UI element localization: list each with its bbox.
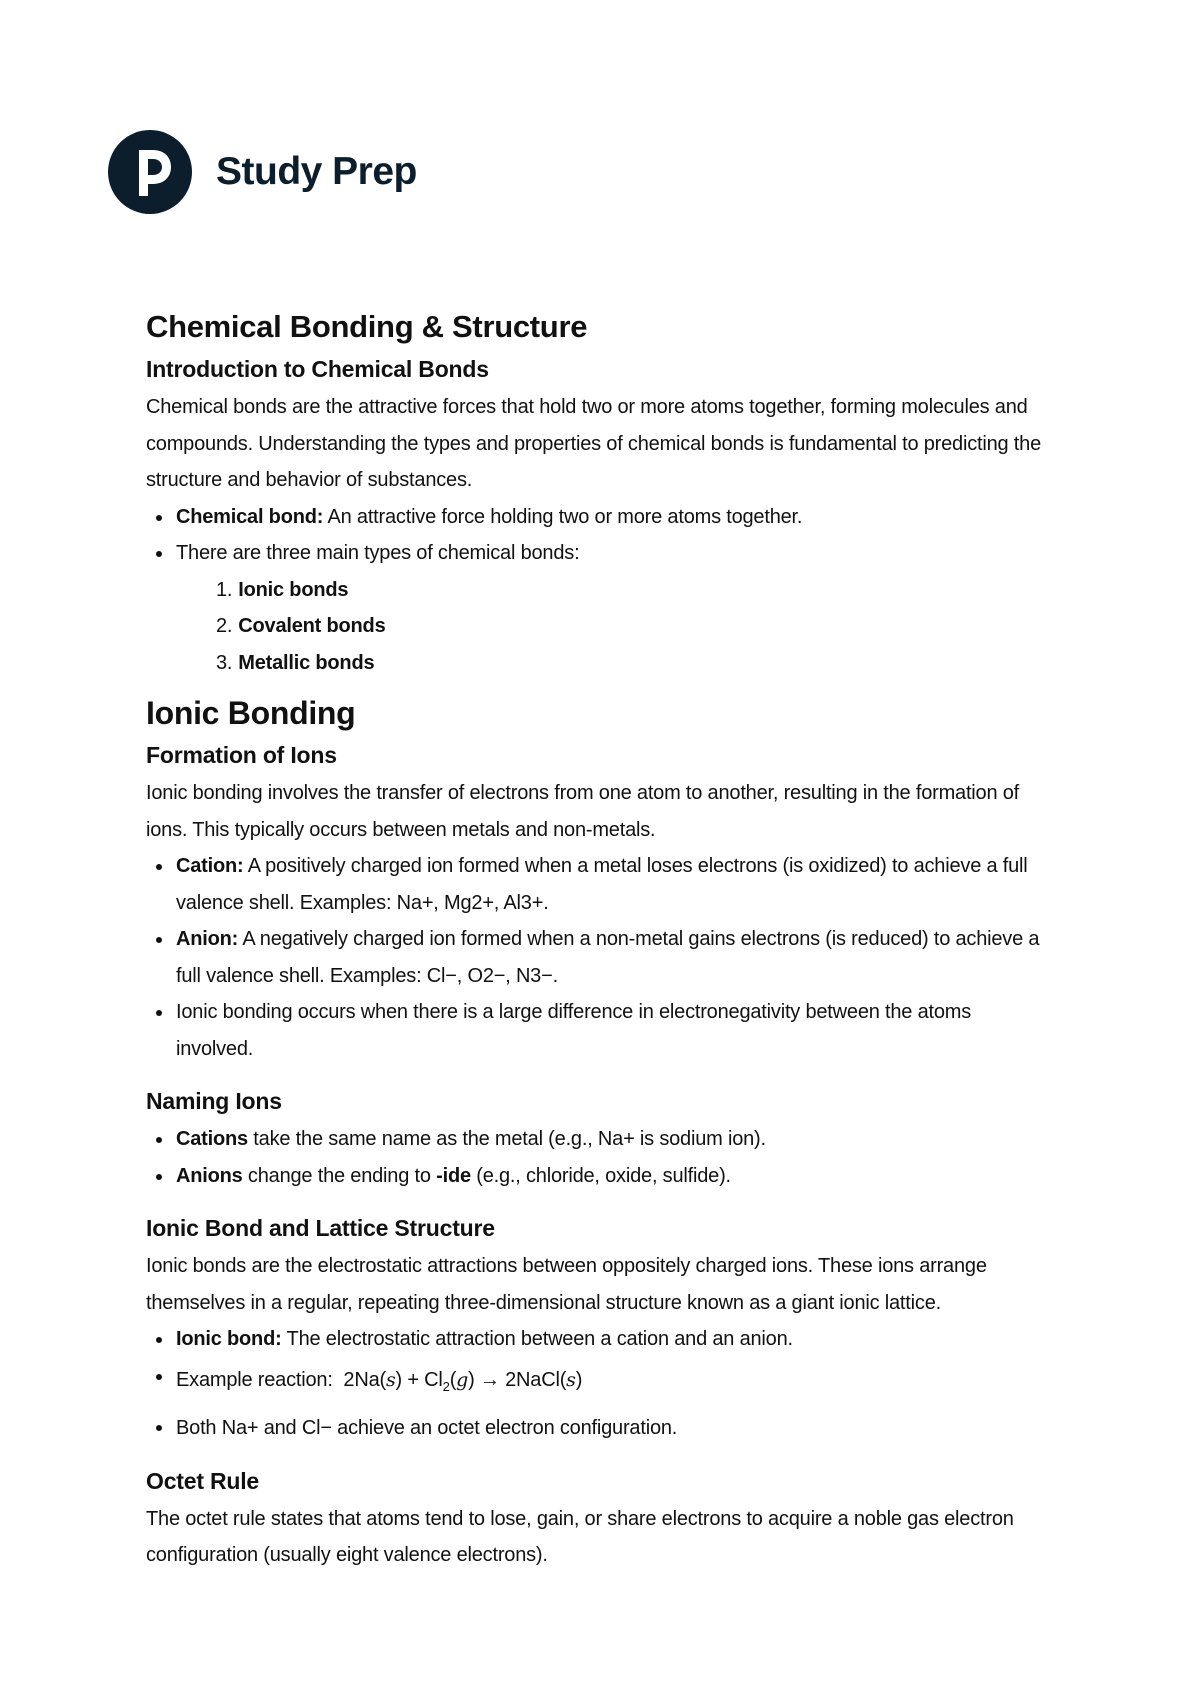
example-reaction: Example reaction: $2Na(s) + Cl_2(g)$ → 2NaCl(s) (176, 1358, 1046, 1409)
section-subtitle: Introduction to Chemical Bonds (146, 356, 489, 382)
formation-list (146, 848, 1046, 1067)
bond-types-list (176, 572, 1046, 682)
lattice-list (146, 1321, 1046, 1447)
octet-paragraph: The octet rule states that atoms tend to lose, gain, or share electrons to acquire a noble gas electron configuration (usually eight valence electrons). (146, 1507, 1014, 1566)
list-item: Chemical bond: An attractive force holding two or more atoms together. (176, 499, 1046, 536)
lattice-paragraph: Ionic bonds are the electrostatic attractions between oppositely charged ions. These ions arrange themselves in a regular, repeating three-dimensional structure known as a giant ionic lattice. (146, 1255, 987, 1314)
list-item: Cation: A positively charged ion formed when a metal loses electrons (is oxidized) to achieve a full valence shell. Examples: Na+, Mg2+, Al3+. (176, 848, 1046, 921)
list-item: There are three main types of chemical bonds: 1. Ionic bonds 2. Covalent bonds 3. Metallic bonds (176, 535, 1046, 681)
list-item: Ionic bonding occurs when there is a large difference in electronegativity between the atoms involved. (176, 994, 1046, 1067)
intro-paragraph: Chemical bonds are the attractive forces that hold two or more atoms together, forming molecules and compounds. Understanding the types and properties of chemical bonds is fundamental to predicting the structure and behavior of substances. (146, 396, 1042, 491)
list-item: Both Na+ and Cl− achieve an octet electron configuration. (176, 1409, 1046, 1447)
subsection-title: Naming Ions (146, 1088, 282, 1114)
intro-list (146, 499, 1046, 682)
list-item: Ionic bond: The electrostatic attraction between a cation and an anion. (176, 1321, 1046, 1358)
equation: $2Na(s) + Cl_2(g)$ → 2NaCl(s) (343, 1368, 583, 1394)
list-item: Anions change the ending to -ide (e.g., chloride, oxide, sulfide). (176, 1158, 1046, 1195)
formation-paragraph: Ionic bonding involves the transfer of electrons from one atom to another, resulting in the formation of ions. This typically occurs between metals and non-metals. (146, 782, 1020, 841)
brand-name: Study Prep (216, 150, 417, 193)
naming-list (146, 1121, 1046, 1194)
section-title: Ionic Bonding (146, 695, 356, 731)
pearson-logo-icon (108, 130, 192, 214)
brand-header (108, 130, 417, 214)
list-item: Anion: A negatively charged ion formed when a non-metal gains electrons (is reduced) to achieve a full valence shell. Examples: Cl−, O2−, N3−. (176, 921, 1046, 994)
subsection-title: Formation of Ions (146, 742, 337, 768)
section-title: Chemical Bonding & Structure (146, 309, 588, 344)
subsection-title: Octet Rule (146, 1467, 260, 1494)
term: Chemical bond: (176, 505, 324, 528)
bond-type-item: 2. Covalent bonds (216, 615, 386, 637)
document-content (146, 305, 1046, 1574)
bond-type-item: 3. Metallic bonds (216, 651, 375, 674)
bond-type-item: 1. Ionic bonds (216, 578, 349, 601)
list-item: Cations take the same name as the metal (e.g., Na+ is sodium ion). (176, 1121, 1046, 1158)
subsection-title: Ionic Bond and Lattice Structure (146, 1215, 495, 1241)
